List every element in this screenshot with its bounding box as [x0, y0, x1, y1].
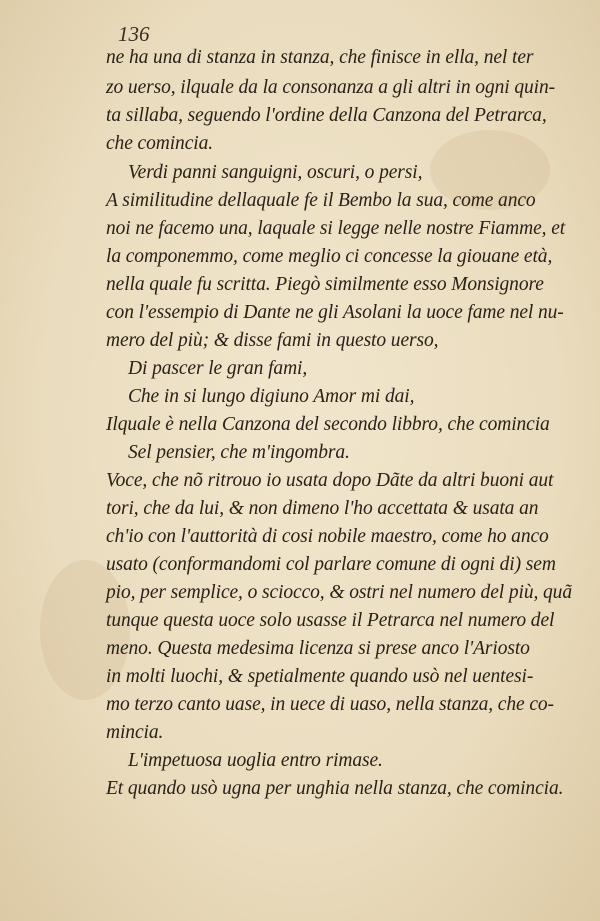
text-line: tori, che da lui, & non dimeno l'ho accettata & usata an	[106, 498, 539, 519]
text-line: mo terzo canto uase, in uece di uaso, nella stanza, che co-	[106, 694, 554, 715]
text-line: mincia.	[106, 722, 164, 743]
text-line: zo uerso, ilquale da la consonanza a gli altri in ogni quin-	[106, 77, 556, 98]
text-line: L'impetuosa uoglia entro rimase.	[128, 750, 383, 771]
text-line: mero del più; & disse fami in questo uerso,	[106, 330, 439, 351]
text-line: Voce, che nõ ritrouo io usata dopo Dãte da altri buoni aut	[106, 470, 554, 491]
text-line: ch'io con l'auttorità di cosi nobile maestro, come ho anco	[106, 526, 549, 547]
text-line: tunque questa uoce solo usasse il Petrarca nel numero del	[106, 610, 555, 631]
text-line: che comincia.	[106, 133, 213, 154]
text-line: Di pascer le gran fami,	[128, 358, 308, 379]
text-line: ne ha una di stanza in stanza, che finisce in ella, nel ter	[106, 47, 534, 68]
text-line: pio, per semplice, o sciocco, & ostri nel numero del più, quã	[106, 582, 572, 603]
text-line: ta sillaba, seguendo l'ordine della Canzona del Petrarca,	[106, 105, 547, 126]
text-line: meno. Questa medesima licenza si prese anco l'Ariosto	[106, 638, 530, 659]
text-line: A similitudine dellaquale fe il Bembo la sua, come anco	[106, 190, 536, 211]
text-line: in molti luochi, & spetialmente quando usò nel uentesi-	[106, 666, 534, 687]
text-line: Et quando usò ugna per unghia nella stanza, che comincia.	[106, 778, 564, 799]
text-line: Ilquale è nella Canzona del secondo libbro, che comincia	[106, 414, 550, 435]
text-line: noi ne facemo una, laquale si legge nelle nostre Fiamme, et	[106, 218, 566, 239]
text-line: la componemmo, come meglio ci concesse la giouane età,	[106, 246, 553, 267]
text-line: con l'essempio di Dante ne gli Asolani la uoce fame nel nu-	[106, 302, 564, 323]
page-number: 136	[118, 22, 150, 46]
text-line: Verdi panni sanguigni, oscuri, o persi,	[128, 162, 423, 183]
text-line: nella quale fu scritta. Piegò similmente esso Monsignore	[106, 274, 544, 295]
text-line: Sel pensier, che m'ingombra.	[128, 442, 350, 463]
text-line: Che in si lungo digiuno Amor mi dai,	[128, 386, 415, 407]
text-line: usato (conformandomi col parlare comune di ogni di) sem	[106, 554, 556, 575]
